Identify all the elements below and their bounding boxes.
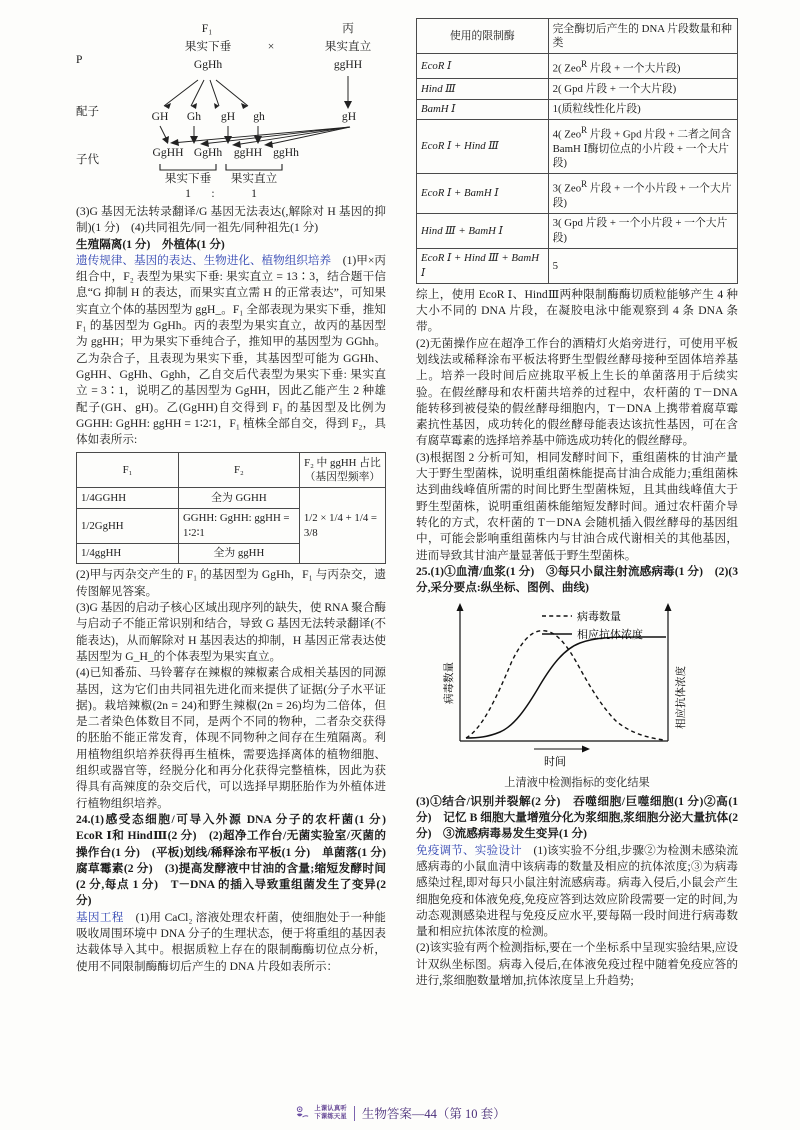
question-24-number: 24.	[76, 812, 91, 826]
cross-symbol: ×	[267, 40, 275, 53]
slogan-line-1: 上课认真听	[314, 1105, 347, 1113]
row3-f2: 全为 ggHH	[178, 543, 299, 564]
gamete-gh-1: GH	[151, 110, 169, 123]
question-25-analysis-1: (1)该实验不分组,步骤②为检测未感染流感病毒的小鼠血清中该病毒的数量及相应的抗体浓度;③为病毒感染过程,即对每只小鼠注射流感病毒。病毒入侵后,小鼠会产生细胞免疫和体液免疫,免疫应答到达效应阶段需要一定的时间,为动态观测感染进程与免疫反应水平,要每隔一段时间进行病毒数量和相应抗体浓度的检测。	[416, 843, 738, 939]
enzyme-result-2: 2( Gpd 片段 + 一个大片段)	[548, 79, 737, 100]
header-fragment-result: 完全酶切后产生的 DNA 片段数量和种类	[548, 19, 737, 54]
chart-svg	[416, 599, 738, 773]
enzyme-name-5: EcoR Ⅰ + BamH Ⅰ	[417, 174, 549, 214]
chart-ylabel-left: 病毒数量	[444, 662, 455, 705]
table-row	[417, 213, 738, 248]
gamete-gh-3: gH	[220, 110, 236, 123]
question-24-analysis: (1)用 CaCl₂ 溶液处理农杆菌，使细胞处于一种能吸收周围环境中 DNA 分子的生理状态，便于将重组的基因表达载体导入其中。根据质粒上存在的限制酶酶切位点分析，使用不同限制酶酶切后产生的 DNA 片段如表所示：	[76, 910, 386, 973]
chart-legend-antibody: 相应抗体浓度	[577, 629, 643, 642]
enzyme-name-1: EcoR Ⅰ	[417, 54, 549, 79]
cross-label-p: P	[76, 54, 83, 66]
ratio-left: 1	[185, 187, 191, 200]
table-header-row	[77, 453, 386, 488]
table-row	[417, 99, 738, 120]
enzyme-result-4: 4( Zeo$^R$ 片段 + Gpd 片段 + 二者之间含 BamH Ⅰ酶切位点的小片段 + 一个大片段)	[548, 120, 737, 174]
chart-xlabel: 时间	[544, 756, 566, 769]
question-24-answers: (1)感受态细胞/可导入外源 DNA 分子的农杆菌(1 分) EcoR Ⅰ和 HindⅢ(2 分) (2)超净工作台/无菌实验室/灭菌的操作台(1 分) (平板)划线/稀释涂布平板(1 分) 单菌落(1 分) 腐草霉素(2 分) (3)提高发酵液中甘油的含量;缩短发酵时间(2 分,每点 1 分) T－DNA 的插入导致重组菌发生了变异(2 分)	[76, 812, 398, 908]
header-f2: F₂	[178, 453, 299, 488]
enzyme-name-7: EcoR Ⅰ + Hind Ⅲ + BamH Ⅰ	[417, 248, 549, 283]
enzyme-name-4: EcoR Ⅰ + Hind Ⅲ	[417, 120, 549, 174]
question-25-number: 25.	[416, 564, 431, 578]
star-logo-icon	[294, 1105, 311, 1122]
enzyme-result-1: 2( Zeo$^R$ 片段 + 一个大片段)	[548, 54, 737, 79]
header-ratio-line2: （基因型频率）	[304, 471, 381, 484]
bing-genotype: ggHH	[333, 58, 363, 71]
left-column	[76, 14, 398, 1072]
f1-title: F₁	[201, 22, 213, 35]
row3-f1: 1/4ggHH	[77, 543, 179, 564]
enzyme-conclusion: 综上，使用 EcoR Ⅰ、HindⅢ两种限制酶酶切质粒能够产生 4 种大小不同的 DNA 片段，在凝胶电泳中能观察到 4 条 DNA 条带。	[416, 287, 738, 334]
enzyme-name-2: Hind Ⅲ	[417, 79, 549, 100]
header-ratio-line1: F₂ 中 ggHH 占比	[304, 456, 381, 469]
footer-divider	[354, 1106, 355, 1121]
table-header-row	[417, 19, 738, 54]
question-25-answers-1: (1)①血清/血浆(1 分) ③每只小鼠注射流感病毒(1 分) (2)(3 分,采分要点:纵坐标、图例、曲线)	[416, 564, 738, 595]
table-row	[417, 79, 738, 100]
cross-label-gamete: 配子	[76, 106, 99, 118]
chart-title: 上清液中检测指标的变化结果	[504, 777, 650, 790]
table-row	[77, 488, 386, 509]
right-analysis-3: (3)根据图 2 分析可知，相同发酵时间下，重组菌株的甘油产量大于野生型菌株，说明重组菌株能提高甘油合成能力;重组菌株达到曲线峰值所需的时间比野生型菌株短，且其曲线峰值大于野生型菌株，说明重组菌株能缩短发酵时间。通过农杆菌介导转化的方式，农杆菌的 T－DNA 会随机插入假丝酵母的基因组中，可能会影响重组菌株内与甘油合成代谢相关的其他基因，进而导致其甘油产量显著低于野生型菌株。	[416, 450, 738, 562]
row2-f2: GGHH: GgHH: ggHH = 1∶2∶1	[178, 508, 299, 543]
immune-response-chart	[416, 599, 738, 773]
table-row	[417, 248, 738, 283]
ratio-colon: :	[211, 187, 215, 200]
enzyme-name-6: Hind Ⅲ + BamH Ⅰ	[417, 213, 549, 248]
offspring-2: GgHh	[193, 146, 223, 159]
two-column-layout	[76, 14, 738, 1072]
enzyme-result-5: 3( Zeo$^R$ 片段 + 一个小片段 + 一个大片段)	[548, 174, 737, 214]
topic-tags-left: 遗传规律、基因的表达、生物进化、植物组织培养	[76, 253, 332, 267]
header-enzyme-used: 使用的限制酶	[417, 19, 549, 54]
page-footer	[0, 1104, 800, 1122]
question-25-analysis-2: (2)该实验有两个检测指标,要在一个坐标系中呈现实验结果,应设计双纵坐标图。病毒入侵后,在体液免疫过程中随着免疫应答的进行,浆细胞数量增加,抗体浓度呈上升趋势;	[416, 941, 738, 987]
row1-f2: 全为 GGHH	[178, 488, 299, 509]
restriction-enzyme-table	[416, 18, 738, 284]
table-row	[417, 120, 738, 174]
offspring-1: GgHH	[152, 146, 184, 159]
answer-line-3-4: (3)G 基因无法转录翻译/G 基因无法表达(,解除对 H 基因的抑制)(1 分) (4)共同祖先/同一祖先/同种祖先(1 分)	[76, 205, 386, 235]
right-analysis-2: (2)无菌操作应在超净工作台的酒精灯火焰旁进行，可使用平板划线法或稀释涂布平板法将野生型假丝酵母接种至固体培养基上。培养一段时间后应挑取平板上生长的单菌落用于后续实验。在假丝酵母和农杆菌共培养的过程中，农杆菌的 T－DNA 能转移到被侵染的假丝酵母细胞内，T－DNA 上携带着腐草霉素抗性基因，成功转化的假丝酵母能表达该抗性基因，可在含有腐草霉素的选择培养基中筛选成功转化的假丝酵母。	[416, 336, 738, 448]
f1-genotype: GgHh	[193, 58, 223, 71]
slogan-line-2: 下课练天星	[314, 1113, 347, 1120]
cross-label-offspring: 子代	[76, 154, 99, 166]
f1-f2-table	[76, 452, 386, 564]
enzyme-name-3: BamH Ⅰ	[417, 99, 549, 120]
right-column	[416, 14, 738, 1072]
chart-ylabel-right: 相应抗体浓度	[676, 666, 687, 730]
table-row	[417, 174, 738, 214]
topic-tag-immune: 免疫调节、实验设计	[416, 843, 522, 857]
gamete-gh-2: Gh	[186, 110, 202, 123]
chart-legend-virus: 病毒数量	[577, 611, 621, 624]
question-25-answers-2: (3)①结合/识别并裂解(2 分) 吞噬细胞/巨噬细胞(1 分)②高(1 分) 记忆 B 细胞大量增殖分化为浆细胞,浆细胞分泌大量抗体(2 分) ③流感病毒易发生变异(1 分)	[416, 794, 738, 841]
bing-phenotype: 果实直立	[324, 40, 372, 53]
header-ratio	[299, 453, 385, 488]
analysis-1: (1)甲×丙组合中，F₂ 表型为果实下垂: 果实直立 = 13∶3，结合题干信息“G 抑制 H 的表达，而果实直立需 H 的正常表达”，可知果实直立个体的基因型为 ggH_。F₁ 全部表现为果实下垂，推知 F₁ 的基因型为 GgHh。丙的表型为果实直立，故丙的基因型为 ggHH；甲为果实下垂纯合子，推知甲的基因型为 GGhh。乙为杂合子，且表现为果实下垂，其基因型可能为 GGHh、GgHH、GgHh、Gghh，乙自交后代表型为果实下垂: 果实直立 = 3∶1，说明乙的基因型为 GgHH，因此乙能产生 2 种雄配子(GH、gH)。乙(GgHH)自交得到 F₁ 的基因型及比例为 GGHH: GgHH: ggHH = 1∶2∶1，F₁ 植株全部自交，得到 F₂，具体如表所示:	[76, 253, 386, 447]
row2-f1: 1/2GgHH	[77, 508, 179, 543]
analysis-4: (4)已知番茄、马铃薯存在辣椒的辣椒素合成相关基因的同源基因，这为它们由共同祖先进化而来提供了证据(分子水平证据)。栽培辣椒(2n = 24)和野生辣椒(2n = 26)均为二倍体，但是二者染色体数目不同，是两个不同的物种，二者杂交获得的胚胎不能正常发育，体现不同物种之间存在生殖隔离。利用植物组织培养获得再生植株，需要选择离体的植物细胞、组织或器官等，经脱分化和再分化获得完整植株，因此为获得具有高辣度的杂交后代，可以选择早期胚胎作为外植体进行植物组织培养。	[76, 666, 386, 810]
ratio-right: 1	[251, 187, 257, 200]
enzyme-result-7: 5	[548, 248, 737, 283]
analysis-2: (2)甲与丙杂交产生的 F₁ 的基因型为 GgHh，F₁ 与丙杂交，遗传图解见答案。	[76, 568, 386, 598]
f1-phenotype: 果实下垂	[184, 40, 232, 53]
footer-page-title: 生物答案—44（第 10 套）	[361, 1107, 506, 1121]
enzyme-result-3: 1(质粒线性化片段)	[548, 99, 737, 120]
header-f1: F₁	[77, 453, 179, 488]
publisher-logo	[294, 1105, 346, 1122]
offspring-group-erect: 果实直立	[230, 172, 278, 185]
offspring-4: ggHh	[273, 146, 299, 159]
publisher-slogan	[314, 1105, 346, 1120]
gamete-right-gh: gH	[341, 110, 357, 123]
bing-title: 丙	[342, 22, 354, 35]
answer-line-isolation: 生殖隔离(1 分) 外植体(1 分)	[76, 237, 225, 251]
merged-ratio-cell: 1/2 × 1/4 + 1/4 = 3/8	[299, 488, 385, 564]
row1-f1: 1/4GGHH	[77, 488, 179, 509]
offspring-3: ggHH	[233, 146, 263, 159]
enzyme-result-6: 3( Gpd 片段 + 一个小片段 + 一个大片段)	[548, 213, 737, 248]
genetic-cross-diagram	[76, 14, 386, 202]
gamete-gh-4: gh	[253, 110, 265, 123]
offspring-group-pendulous: 果实下垂	[164, 172, 212, 185]
table-row	[417, 54, 738, 79]
analysis-3: (3)G 基因的启动子核心区域出现序列的缺失，使 RNA 聚合酶与启动子不能正常识别和结合，导致 G 基因无法转录翻译(不能表达)，从而解除对 H 基因表达的抑制，H 基因正常表达使基因型为 G_H_的个体表型为果实直立。	[76, 601, 386, 663]
topic-tag-gene-engineering: 基因工程	[76, 910, 124, 924]
